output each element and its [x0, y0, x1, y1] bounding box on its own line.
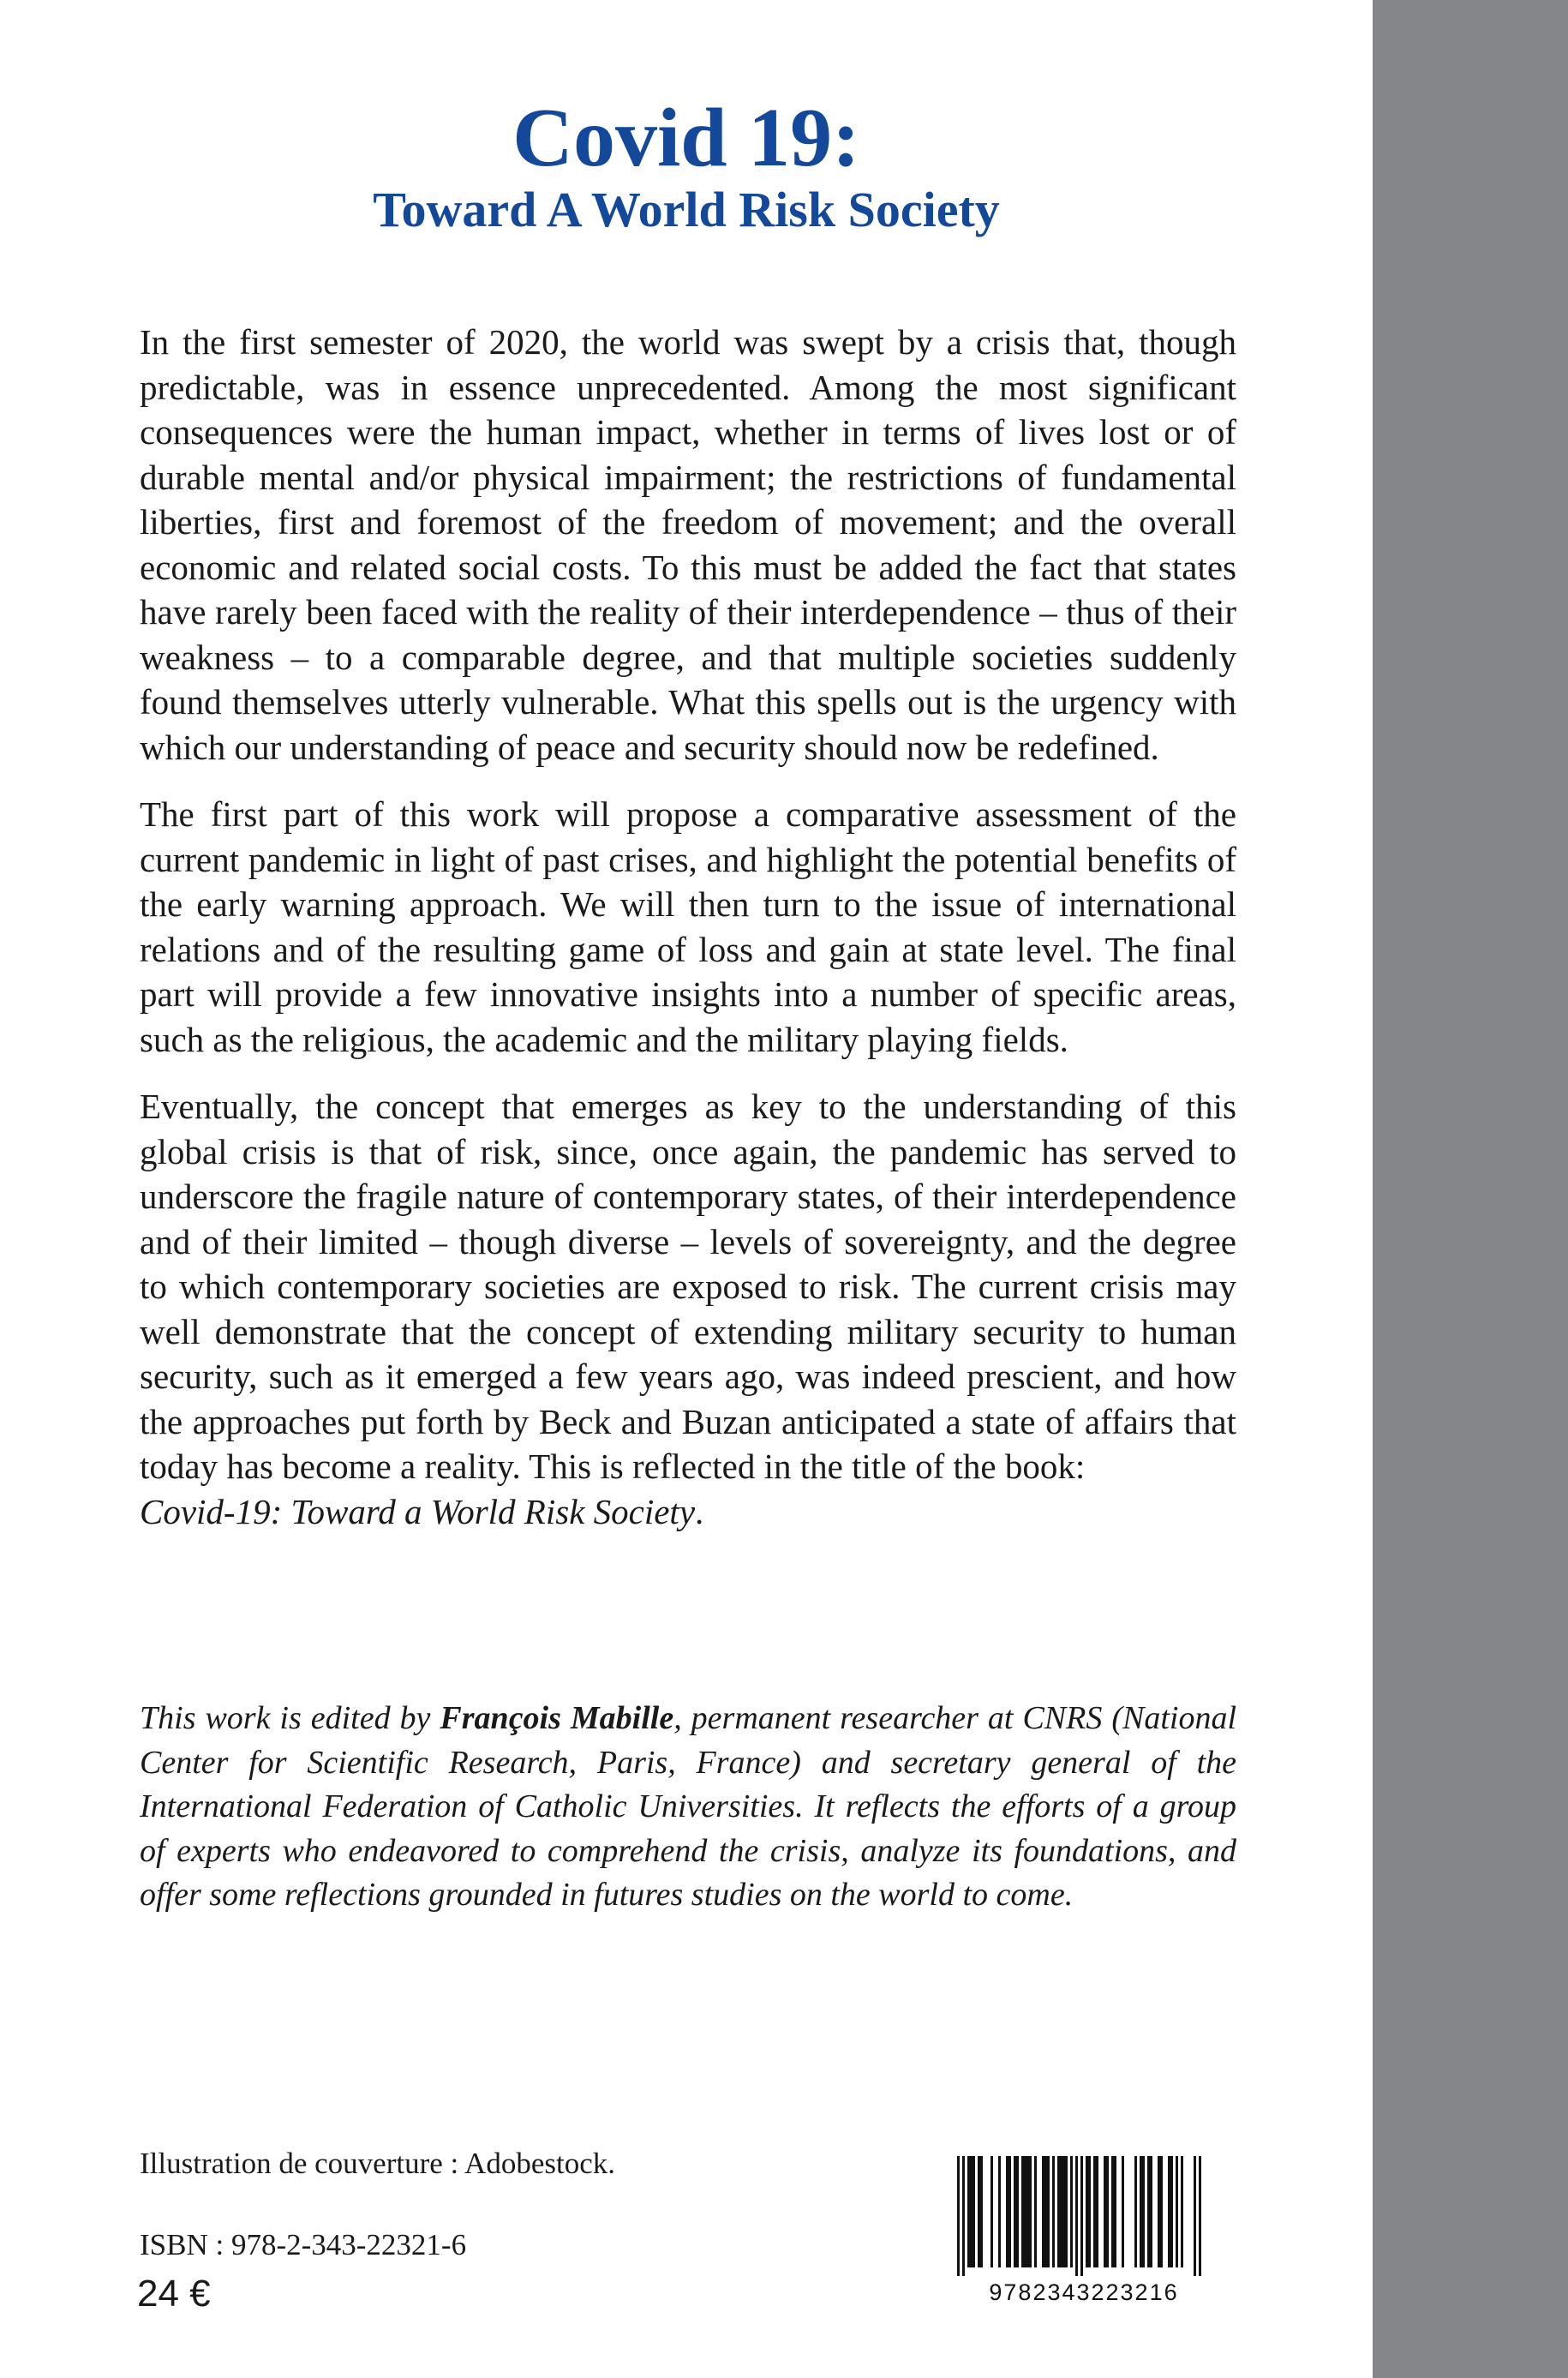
- barcode-bar: [1065, 2156, 1068, 2267]
- barcode-bar: [1194, 2156, 1196, 2276]
- barcode-bar: [973, 2156, 975, 2267]
- barcode-bar: [1070, 2156, 1073, 2267]
- barcode-bar: [1114, 2156, 1116, 2267]
- blurb-paragraph-1: In the first semester of 2020, the world was swept by a crisis that, though predictable, was in essence unprecedented. Among the most significant consequences were the human impact, whether in terms of lives lost or of durable mental and/or physical impairment; the restrictions of fundamental liberties, first and foremost of the freedom of movement; and the overall economic and related social costs. To this must be added the fact that states have rarely been faced with the reality of their interdependence – thus of their weakness – to a comparable degree, and that multiple societies suddenly found themselves utterly vulnerable. What this spells out is the urgency with which our understanding of peace and security should now be redefined.: [140, 322, 1236, 767]
- barcode-bar: [1088, 2156, 1091, 2267]
- barcode-bar: [978, 2156, 980, 2267]
- barcode-bar: [967, 2156, 970, 2267]
- barcode-bar: [1104, 2156, 1106, 2267]
- barcode-bar: [1106, 2156, 1109, 2267]
- price: 24 €: [137, 2273, 211, 2315]
- barcode-bar: [1029, 2156, 1032, 2267]
- credit-lead: This work is edited by: [140, 1700, 431, 1736]
- blurb-paragraph-2: The first part of this work will propose a comparative assessment of the current pandemic in light of past crises, and highlight the potential benefits of the early warning approach. We will then turn to the issue of international relations and of the resulting game of loss and gain at state level. The final part will provide a few innovative insights into a number of specific areas, such as the religious, the academic and the military playing fields.: [140, 794, 1236, 1059]
- barcode-bar: [970, 2156, 973, 2267]
- barcode-bar: [1026, 2156, 1029, 2267]
- barcode-bar: [1075, 2156, 1078, 2276]
- barcode-bar: [1096, 2156, 1098, 2267]
- barcode-bar: [1042, 2156, 1044, 2267]
- barcode-bar: [1168, 2156, 1170, 2267]
- barcode-bar: [1160, 2156, 1163, 2267]
- blurb: [140, 320, 1236, 1556]
- barcode-bar: [1122, 2156, 1124, 2267]
- barcode-bar: [1024, 2156, 1026, 2267]
- blurb-end-period: .: [695, 1491, 704, 1531]
- credit-rest: , permanent researcher at CNRS (National Center for Scientific Research, Paris, France) and secretary general of the International Federation of Catholic Universities. It reflects the efforts of a group of experts who endeavored to comprehend the crisis, analyze its foundations, and offer some reflections grounded in futures studies on the world to come.: [140, 1700, 1237, 1913]
- barcode-bar: [1008, 2156, 1011, 2267]
- barcode-bar: [1080, 2156, 1083, 2276]
- barcode-bar: [980, 2156, 983, 2267]
- barcode-number: 9782343223216: [989, 2279, 1179, 2303]
- barcode-bar: [1014, 2156, 1016, 2267]
- book-title: Covid 19:: [512, 92, 860, 184]
- isbn: ISBN : 978-2-343-22321-6: [140, 2228, 467, 2261]
- barcode-bar: [1093, 2156, 1096, 2267]
- barcode-bar: [1140, 2156, 1142, 2267]
- barcode-bar: [1052, 2156, 1055, 2267]
- barcode-bar: [1199, 2156, 1201, 2276]
- barcode-bar: [1170, 2156, 1173, 2267]
- editor-credit: [140, 1697, 1236, 1918]
- illustration-credit: Illustration de couverture : Adobestock.: [140, 2147, 615, 2180]
- barcode-bar: [962, 2156, 965, 2276]
- barcode-bar: [1176, 2156, 1178, 2267]
- barcode-bar: [1062, 2156, 1065, 2267]
- book-spine: [1373, 0, 1568, 2378]
- barcode-bar: [1044, 2156, 1047, 2267]
- barcode-bar: [1086, 2156, 1088, 2267]
- barcode-bar: [1034, 2156, 1037, 2267]
- barcode-bar: [1158, 2156, 1160, 2267]
- barcode-bar: [1181, 2156, 1183, 2267]
- barcode-bar: [1006, 2156, 1008, 2267]
- barcode-bar: [1021, 2156, 1024, 2267]
- barcode-bar: [1111, 2156, 1114, 2267]
- book-subtitle: Toward A World Risk Society: [373, 182, 1000, 237]
- barcode-bar: [1150, 2156, 1152, 2267]
- barcode-bar: [1016, 2156, 1019, 2267]
- barcode-bar: [957, 2156, 960, 2276]
- blurb-paragraph-3: [140, 1084, 1236, 1534]
- barcode-bar: [990, 2156, 993, 2267]
- barcode-bar: [1142, 2156, 1145, 2267]
- barcode: [938, 2153, 1230, 2303]
- barcode-bar: [1047, 2156, 1050, 2267]
- barcode-bar: [998, 2156, 1001, 2267]
- barcode-bar: [1060, 2156, 1062, 2267]
- barcode-bar: [1134, 2156, 1137, 2267]
- barcode-bar: [1147, 2156, 1150, 2267]
- barcode-bar: [1057, 2156, 1060, 2267]
- blurb-book-title: Covid-19: Toward a World Risk Society: [140, 1491, 696, 1531]
- editor-name: François Mabille: [440, 1700, 674, 1736]
- blurb-paragraph-3-text: Eventually, the concept that emerges as key to the understanding of this global crisis is that of risk, since, once again, the pandemic has served to underscore the fragile nature of contemporary states, of their interdependence and of their limited – though diverse – levels of sovereignty, and the degree to which contemporary societies are exposed to risk. The current crisis may well demonstrate that the concept of extending military security to human security, such as it emerged a few years ago, was indeed prescient, and how the approaches put forth by Beck and Buzan anticipated a state of affairs that today has become a reality. This is reflected in the title of the book:: [140, 1087, 1236, 1486]
